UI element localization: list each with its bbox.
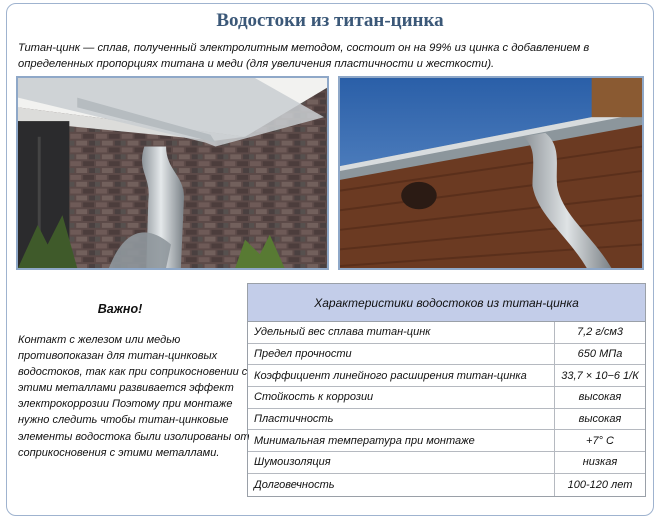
table-header: Характеристики водостоков из титан-цинка [248,284,645,322]
row-value: +7° С [586,434,614,447]
page-title: Водостоки из титан-цинка [216,10,444,31]
important-note: Контакт с железом или медью противопоказан для титан-цинковых водостоков, так как при соприкосновении с этими металлами развивается эффект электрокоррозии Поэтому при монтаже нужно следить чтобы титан-цинковые элементы водостока были изолированы от соприкосновения с этими металлами. [18,334,250,459]
row-name: Предел прочности [248,344,555,365]
row-value: высокая [578,391,622,404]
photo-gutter-wood-eave [338,76,644,270]
characteristics-table [247,283,646,497]
table-row [248,344,645,366]
table-row [248,430,645,452]
intro-paragraph: Титан-цинк — сплав, полученный электролитным методом, состоит он на 99% из цинка с добавлением в определенных пропорциях титана и меди (для увеличения пластичности и жесткости). [18,42,590,70]
photo-gutter-brick-wall [16,76,329,270]
row-name: Стойкость к коррозии [248,387,555,408]
row-name: Пластичность [248,409,555,430]
table-row [248,474,645,496]
row-name: Коэффициент линейного расширения титан-цинка [248,365,555,386]
row-name: Шумоизоляция [248,452,555,473]
row-name: Минимальная температура при монтаже [248,430,555,451]
table-row [248,452,645,474]
row-value: высокая [578,413,622,426]
row-value: 650 МПа [577,348,623,361]
important-heading: Важно! [97,302,143,316]
table-row [248,409,645,431]
table-row [248,365,645,387]
row-name: Долговечность [248,474,555,496]
row-value: 7,2 г/см3 [577,326,623,339]
row-name: Удельный вес сплава титан-цинк [248,322,555,343]
table-row [248,387,645,409]
row-value: 33,7 × 10−6 1/К [561,369,639,382]
table-row [248,322,645,344]
row-value: низкая [582,456,618,469]
row-value: 100-120 лет [567,478,633,491]
